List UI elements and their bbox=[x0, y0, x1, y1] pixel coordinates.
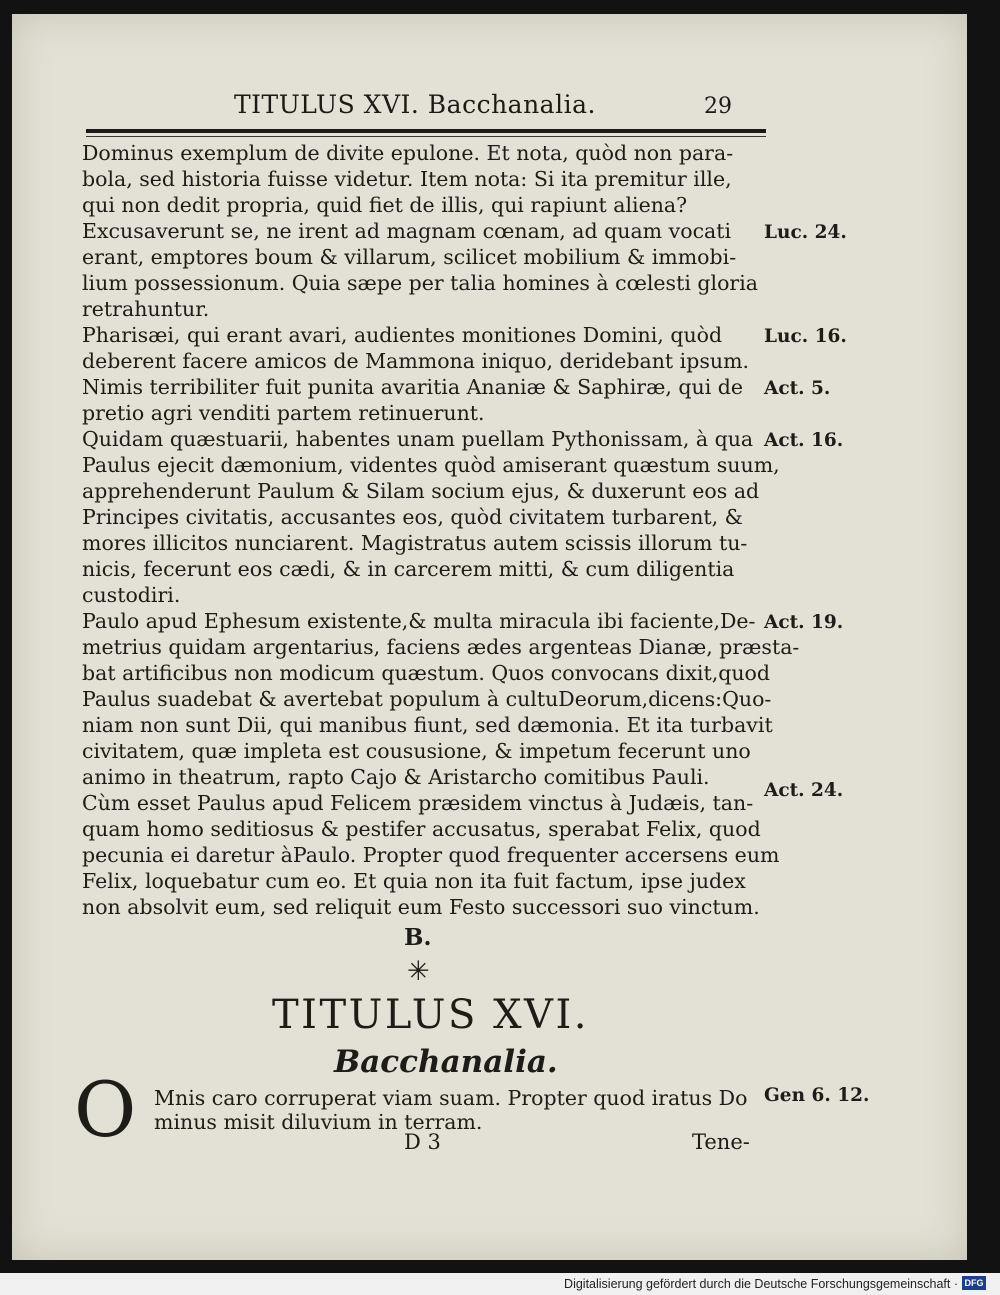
text-line: bola, sed historia fuisse videtur. Item nota: Si ita premitur ille, bbox=[82, 167, 732, 191]
text-line: nicis, fecerunt eos cædi, & in carcerem mitti, & cum diligentia bbox=[82, 557, 735, 581]
text-line: Paulus suadebat & avertebat populum à cultuDeorum,dicens:Quo- bbox=[82, 687, 772, 711]
text-line: mores illicitos nunciarent. Magistratus autem scissis illorum tu- bbox=[82, 531, 748, 555]
asterisk-ornament-icon: ✳ bbox=[407, 956, 430, 987]
section-title: TITULUS XVI. bbox=[272, 992, 589, 1038]
text-line: metrius quidam argentarius, faciens ædes argenteas Dianæ, præsta- bbox=[82, 635, 800, 659]
text-line: minus misit diluvium in terram. bbox=[154, 1110, 483, 1134]
text-line: Quidam quæstuarii, habentes unam puellam Pythonissam, à qua bbox=[82, 427, 754, 451]
text-line: pretio agri venditi partem retinuerunt. bbox=[82, 401, 485, 425]
text-line: non absolvit eum, sed reliquit eum Festo successori suo vinctum. bbox=[82, 895, 760, 919]
text-line: Dominus exemplum de divite epulone. Et nota, quòd non para- bbox=[82, 141, 734, 165]
section-letter: B. bbox=[404, 924, 432, 951]
text-line: pecunia ei daretur àPaulo. Propter quod frequenter accersens eum bbox=[82, 843, 780, 867]
text-line: Paulus ejecit dæmonium, videntes quòd amiserant quæstum suum, bbox=[82, 453, 780, 477]
text-line: animo in theatrum, rapto Cajo & Aristarcho comitibus Pauli. bbox=[82, 765, 710, 789]
margin-ref-act-16: Act. 16. bbox=[764, 430, 844, 451]
margin-ref-act-5: Act. 5. bbox=[764, 378, 831, 399]
text-line: Pharisæi, qui erant avari, audientes monitiones Domini, quòd bbox=[82, 323, 723, 347]
running-title: TITULUS XVI. Bacchanalia. bbox=[234, 90, 596, 119]
text-line: Cùm esset Paulus apud Felicem præsidem vinctus à Judæis, tan- bbox=[82, 791, 754, 815]
margin-ref-act-24: Act. 24. bbox=[764, 780, 844, 801]
text-line: deberent facere amicos de Mammona iniquo, deridebant ipsum. bbox=[82, 349, 750, 373]
book-page bbox=[12, 14, 967, 1260]
section-subtitle: Bacchanalia. bbox=[334, 1044, 558, 1080]
text-line: apprehenderunt Paulum & Silam socium ejus, & duxerunt eos ad bbox=[82, 479, 760, 503]
text-line: lium possessionum. Quia sæpe per talia homines à cœlesti gloria bbox=[82, 271, 758, 295]
header-rule bbox=[86, 129, 766, 133]
text-line: qui non dedit propria, quid fiet de illis, qui rapiunt aliena? bbox=[82, 193, 688, 217]
signature-mark: D 3 bbox=[404, 1130, 441, 1154]
catchword: Tene- bbox=[692, 1130, 750, 1154]
text-line: bat artificibus non modicum quæstum. Quos convocans dixit,quod bbox=[82, 661, 771, 685]
header-rule-thin bbox=[86, 136, 766, 137]
text-line: Mnis caro corruperat viam suam. Propter quod iratus Do bbox=[154, 1086, 748, 1110]
margin-ref-act-19: Act. 19. bbox=[764, 612, 844, 633]
text-line: Principes civitatis, accusantes eos, quòd civitatem turbarent, & bbox=[82, 505, 743, 529]
margin-ref-luc-16: Luc. 16. bbox=[764, 326, 847, 347]
text-line: niam non sunt Dii, qui manibus fiunt, sed dæmonia. Et ita turbavit bbox=[82, 713, 773, 737]
text-line: custodiri. bbox=[82, 583, 181, 607]
text-line: quam homo seditiosus & pestifer accusatus, sperabat Felix, quod bbox=[82, 817, 761, 841]
footer-credit: Digitalisierung gefördert durch die Deutsche Forschungsgemeinschaft · bbox=[564, 1277, 958, 1291]
text-line: erant, emptores boum & villarum, scilicet mobilium & immobi- bbox=[82, 245, 737, 269]
text-line: Excusaverunt se, ne irent ad magnam cœnam, ad quam vocati bbox=[82, 219, 732, 243]
page-number: 29 bbox=[704, 94, 732, 119]
text-line: civitatem, quæ impleta est coususione, & impetum fecerunt uno bbox=[82, 739, 751, 763]
margin-ref-gen-6-12: Gen 6. 12. bbox=[764, 1085, 870, 1106]
text-line: retrahuntur. bbox=[82, 297, 210, 321]
drop-cap: O bbox=[74, 1065, 137, 1154]
text-line: Paulo apud Ephesum existente,& multa miracula ibi faciente,De- bbox=[82, 609, 756, 633]
text-line: Felix, loquebatur cum eo. Et quia non ita fuit factum, ipse judex bbox=[82, 869, 746, 893]
text-line: Nimis terribiliter fuit punita avaritia Ananiæ & Saphiræ, qui de bbox=[82, 375, 744, 399]
margin-ref-luc-24: Luc. 24. bbox=[764, 222, 847, 243]
dfg-logo-icon: DFG bbox=[962, 1276, 986, 1290]
